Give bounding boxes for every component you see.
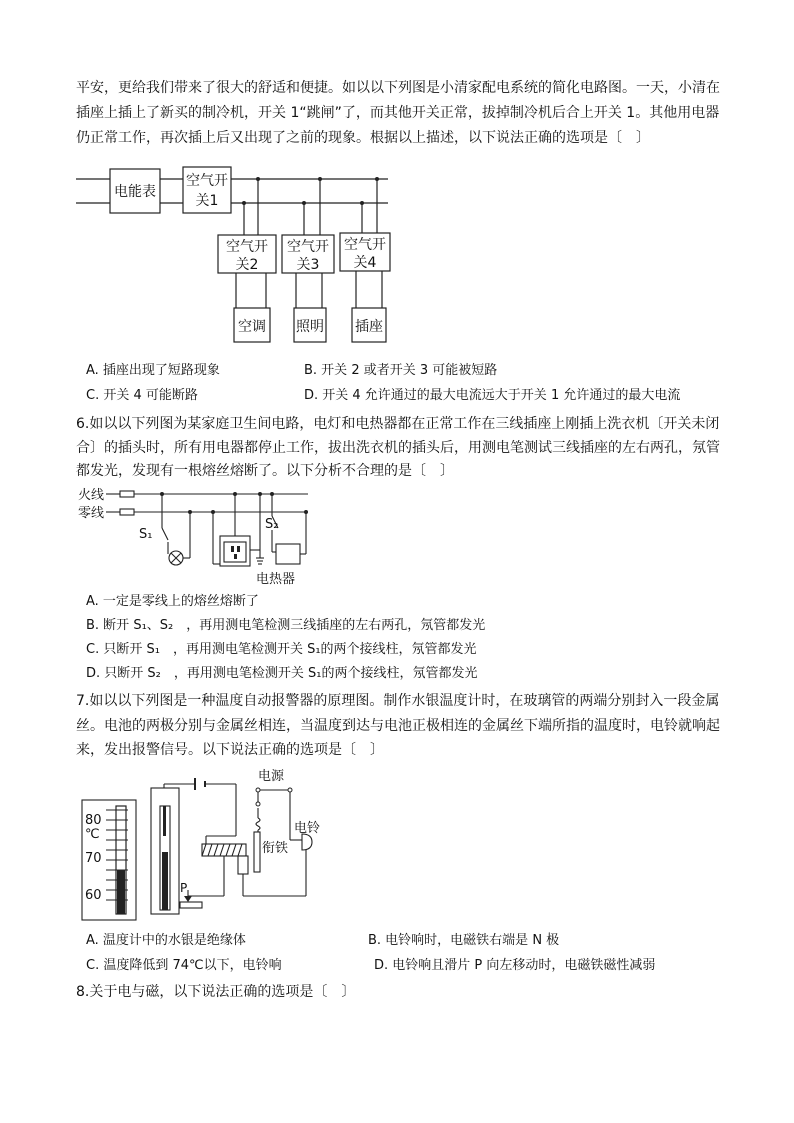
q5-circuit-diagram <box>76 165 406 345</box>
q7-option-a: A. 温度计中的水银是绝缘体 <box>86 933 246 948</box>
meter-label: 电能表 <box>114 184 156 200</box>
q7-option-d: D. 电铃响且滑片 P 向左移动时，电磁铁磁性减弱 <box>374 958 656 973</box>
switch1-label-a: 空气开 <box>186 173 228 189</box>
switch-s2-label: S₂ <box>265 517 279 532</box>
q6-text-line-3: 都发光，发现有一根熔丝熔断了。以下分析不合理的是〔 〕 <box>76 463 454 479</box>
scale-70-label: 70 <box>85 851 102 866</box>
slider-p-label: P <box>180 881 188 895</box>
heater-label: 电热器 <box>256 572 296 587</box>
q5-text-line-1: 平安，更给我们带来了很大的舒适和便捷。如以以下列图是小清家配电系统的简化电路图。一天，小清在 <box>76 80 720 96</box>
switch1-label-b: 关1 <box>195 193 219 209</box>
bell-label: 电铃 <box>294 821 321 836</box>
q6-text-line-1: 6.如以以下列图为某家庭卫生间电路，电灯和电热器都在正常工作在三线插座上刚插上洗衣机〔开关未闭 <box>76 416 720 432</box>
q6-option-a: A. 一定是零线上的熔丝熔断了 <box>86 594 259 609</box>
switch-s1-label: S₁ <box>139 527 153 542</box>
scale-unit-label: ℃ <box>85 827 100 842</box>
q5-text-line-3: 仍正常工作，再次插上后又出现了之前的现象。根据以上描述，以下说法正确的选项是〔 〕 <box>76 130 650 146</box>
q7-text-line-1: 7.如以以下列图是一种温度自动报警器的原理图。制作水银温度计时，在玻璃管的两端分别封入一段金属 <box>76 693 720 709</box>
q6-option-c: C. 只断开 S₁ ，再用测电笔检测开关 S₁的两个接线柱，氖管都发光 <box>86 642 477 657</box>
load-socket-label: 插座 <box>355 319 383 335</box>
q6-option-b: B. 断开 S₁、S₂ ，再用测电笔检测三线插座的左右两孔，氖管都发光 <box>86 618 486 633</box>
switch2-label-b: 关2 <box>235 257 259 273</box>
q5-option-b: B. 开关 2 或者开关 3 可能被短路 <box>304 363 498 378</box>
q7-option-c: C. 温度降低到 74℃以下，电铃响 <box>86 958 282 973</box>
q5-text-line-2: 插座上插上了新买的制冷机，开关 1“跳闸”了，而其他开关正常，拔掉制冷机后合上开关 1。其他用电器 <box>76 105 720 121</box>
q5-option-a: A. 插座出现了短路现象 <box>86 363 220 378</box>
load-lighting-label: 照明 <box>296 319 324 335</box>
switch3-label-b: 关3 <box>296 257 320 273</box>
q8-text-line: 8.关于电与磁，以下说法正确的选项是〔 〕 <box>76 984 356 1000</box>
load-aircon-label: 空调 <box>238 319 266 335</box>
q6-text-line-2: 合〕的插头时，所有用电器都停止工作，拔出洗衣机的插头后，用测电笔测试三线插座的左右两孔，氖管 <box>76 440 720 456</box>
live-wire-label: 火线 <box>78 488 105 503</box>
q6-option-d: D. 只断开 S₂ ，再用测电笔检测开关 S₁的两个接线柱，氖管都发光 <box>86 666 478 681</box>
scale-80-label: 80 <box>85 813 102 828</box>
neutral-wire-label: 零线 <box>78 506 105 521</box>
q7-option-b: B. 电铃响时，电磁铁右端是 N 极 <box>368 933 560 948</box>
q7-text-line-2: 丝。电池的两极分别与金属丝相连，当温度到达与电池正极相连的金属丝下端所指的温度时，电铃就响起 <box>76 718 720 734</box>
scale-60-label: 60 <box>85 888 102 903</box>
q6-bathroom-circuit-diagram <box>76 484 316 588</box>
switch4-label-b: 关4 <box>353 255 377 271</box>
q5-option-c: C. 开关 4 可能断路 <box>86 388 198 403</box>
switch3-label-a: 空气开 <box>287 239 329 255</box>
power-label: 电源 <box>258 769 285 784</box>
q7-temperature-alarm-diagram <box>76 766 336 926</box>
q5-option-d: D. 开关 4 允许通过的最大电流远大于开关 1 允许通过的最大电流 <box>304 388 681 403</box>
armature-label: 衔铁 <box>262 841 289 856</box>
switch2-label-a: 空气开 <box>226 239 268 255</box>
switch4-label-a: 空气开 <box>344 237 386 253</box>
q7-text-line-3: 来，发出报警信号。以下说法正确的选项是〔 〕 <box>76 742 384 758</box>
